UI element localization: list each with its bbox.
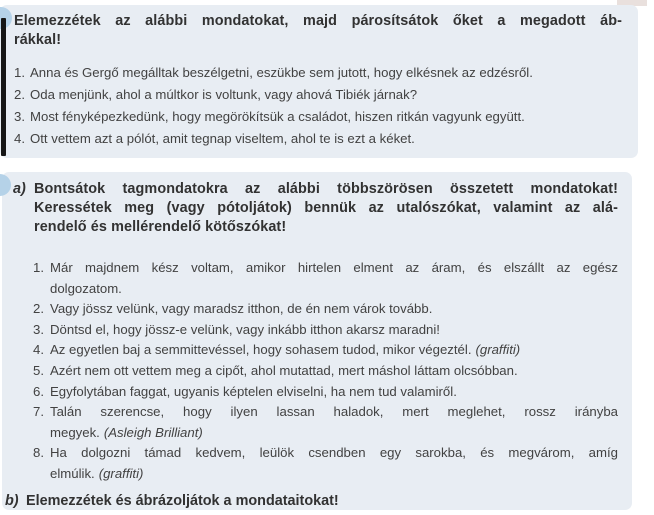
list-item <box>33 320 618 341</box>
item-main-text: Az egyetlen baj a semmittevéssel, hogy sohasem tudod, mikor végeztél. <box>50 342 472 358</box>
item-text: Egyfolytában faggat, ugyanis képtelen elviselni, ha nem tud valamiről. <box>50 383 457 399</box>
list-item <box>14 84 622 106</box>
item-line1: Talán szerencse, hogy ilyen lassan haladok, mert meglehet, rossz irányba <box>50 404 618 420</box>
item-text: Anna és Gergő megálltak beszélgetni, eszükbe sem jutott, hogy elkésnek az edzésről. <box>30 65 533 80</box>
item-text: Most fényképezkedünk, hogy megörökítsük a családot, hiszen ritkán vagyunk együtt. <box>30 109 525 124</box>
item-text: Vagy jössz velünk, vagy maradsz itthon, de én nem várok tovább. <box>50 301 433 317</box>
item-main-text: megyek. <box>50 424 100 440</box>
item-source-note: (graffiti) <box>98 465 144 481</box>
item-line2: dolgozatom. <box>50 280 122 296</box>
list-item <box>14 62 622 84</box>
part-a-line1: Bontsátok tagmondatokra az alábbi többszörösen összetett mondatokat! <box>34 181 618 197</box>
item-number: 4. <box>33 342 44 358</box>
item-number: 5. <box>33 362 44 378</box>
part-a-label: a) <box>13 181 26 197</box>
item-line1: Már majdnem kész voltam, amikor hirtelen elment az áram, és elszállt az egész <box>50 260 618 275</box>
item-text: Ott vettem azt a pólót, amit tegnap viseltem, ahol te is ezt a kéket. <box>30 131 415 146</box>
exercise1-heading-line1: Elemezzétek az alábbi mondatokat, majd párosítsátok őket a megadott áb- <box>14 13 622 29</box>
item-main-text: elmúlik. <box>50 465 95 481</box>
item-number: 1. <box>14 65 25 80</box>
exercise2-part-a-heading <box>13 180 618 237</box>
item-source-note: (Asleigh Brilliant) <box>103 424 203 440</box>
item-number: 3. <box>14 109 25 124</box>
item-text: Oda menjünk, ahol a múltkor is voltunk, vagy ahová Tibiék járnak? <box>30 87 418 102</box>
exercise1-heading-line2: rákkal! <box>14 32 62 48</box>
item-number: 1. <box>33 260 44 275</box>
list-item <box>33 443 618 484</box>
item-number: 6. <box>33 383 44 399</box>
list-item <box>14 106 622 128</box>
exercise1-heading <box>14 12 622 50</box>
item-line1: Ha dolgozni támad kedvem, leülök csendben egy sarokba, és megvárom, amíg <box>50 445 618 461</box>
item-number: 2. <box>33 301 44 317</box>
part-b-label: b) <box>5 492 19 509</box>
list-item <box>33 258 618 299</box>
item-text <box>50 443 618 484</box>
page-edge-bar <box>1 18 6 156</box>
item-number: 8. <box>33 445 44 461</box>
item-text <box>50 258 618 299</box>
exercise1-card <box>0 5 638 158</box>
exercise1-sentence-list <box>14 62 622 150</box>
list-item <box>14 128 622 150</box>
exercise2-sentence-list <box>13 258 618 485</box>
item-line2 <box>50 423 618 444</box>
part-a-line2: Keressétek meg (vagy pótoljátok) bennük az utalószókat, valamint az alá- <box>34 200 618 216</box>
item-text: Döntsd el, hogy jössz-e velünk, vagy inkább itthon akarsz maradni! <box>50 321 440 337</box>
item-text: Azért nem ott vettem meg a cipőt, ahol mutattad, mert máshol láttam olcsóbban. <box>50 362 518 378</box>
list-item <box>33 382 618 403</box>
item-source-note: (graffiti) <box>475 342 521 358</box>
item-text <box>50 402 618 443</box>
part-b-instruction: Elemezzétek és ábrázoljátok a mondataitokat! <box>26 492 339 509</box>
item-text <box>50 340 618 361</box>
item-number: 7. <box>33 404 44 420</box>
list-item <box>33 361 618 382</box>
exercise2-part-b-heading <box>5 491 618 511</box>
exercise2-card <box>2 172 632 510</box>
part-a-line3: rendelő és mellérendelő kötőszókat! <box>34 219 287 235</box>
list-item <box>33 340 618 361</box>
item-number: 2. <box>14 87 25 102</box>
item-number: 3. <box>33 321 44 337</box>
item-number: 4. <box>14 131 25 146</box>
list-item <box>33 299 618 320</box>
item-line2 <box>50 464 618 485</box>
list-item <box>33 402 618 443</box>
part-a-instruction <box>34 180 618 237</box>
